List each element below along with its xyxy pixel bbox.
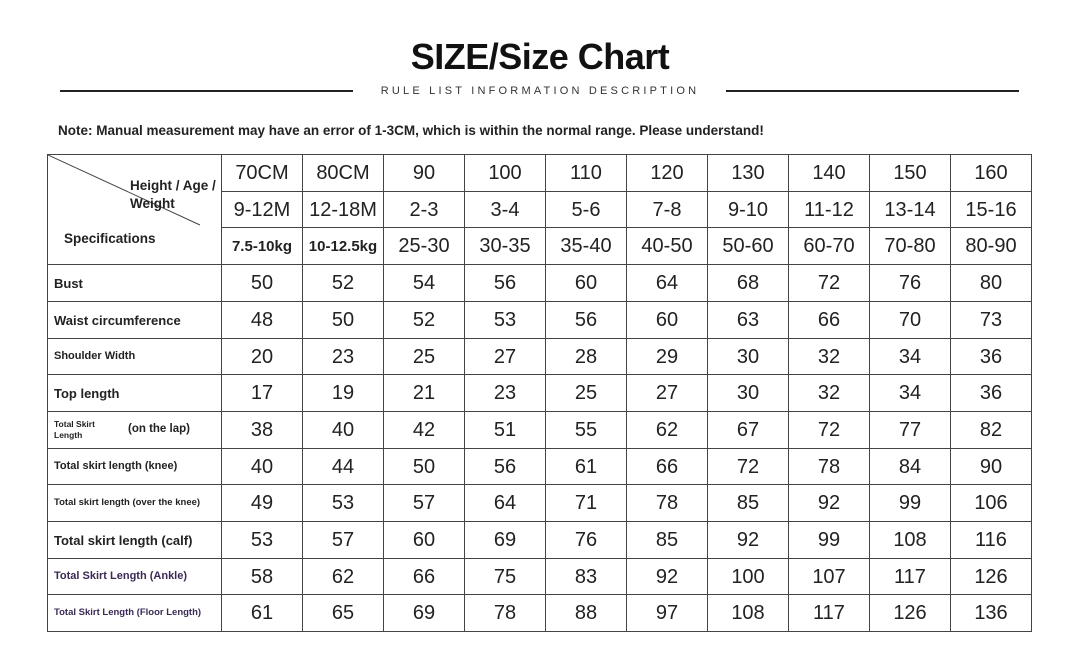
value-cell: 34 [870,339,951,375]
value-cell: 54 [384,265,465,302]
value-cell: 78 [627,485,708,522]
value-cell: 116 [951,522,1032,559]
value-cell: 27 [465,339,546,375]
value-cell: 73 [951,302,1032,339]
value-cell: 25 [384,339,465,375]
value-cell: 25 [546,375,627,412]
value-cell: 61 [546,449,627,485]
size-chart-table [47,154,1032,632]
weight-cell: 30-35 [465,228,546,265]
value-cell: 64 [465,485,546,522]
age-cell: 11-12 [789,192,870,228]
height-cell: 110 [546,155,627,192]
height-cell: 130 [708,155,789,192]
value-cell: 57 [303,522,384,559]
value-cell: 60 [384,522,465,559]
row-label: Shoulder Width [48,339,222,375]
value-cell: 69 [384,595,465,632]
value-cell: 67 [708,412,789,449]
value-cell: 36 [951,375,1032,412]
value-cell: 61 [222,595,303,632]
value-cell: 76 [870,265,951,302]
value-cell: 97 [627,595,708,632]
value-cell: 80 [951,265,1032,302]
divider-right [726,90,1019,92]
table-row [48,559,1032,595]
value-cell: 53 [303,485,384,522]
value-cell: 40 [222,449,303,485]
weight-cell: 35-40 [546,228,627,265]
value-cell: 85 [708,485,789,522]
value-cell: 23 [465,375,546,412]
value-cell: 58 [222,559,303,595]
value-cell: 77 [870,412,951,449]
value-cell: 29 [627,339,708,375]
value-cell: 72 [789,412,870,449]
value-cell: 90 [951,449,1032,485]
value-cell: 108 [870,522,951,559]
value-cell: 65 [303,595,384,632]
value-cell: 126 [951,559,1032,595]
age-cell: 12-18M [303,192,384,228]
value-cell: 84 [870,449,951,485]
value-cell: 38 [222,412,303,449]
value-cell: 32 [789,339,870,375]
weight-cell: 25-30 [384,228,465,265]
value-cell: 56 [465,449,546,485]
value-cell: 49 [222,485,303,522]
value-cell: 108 [708,595,789,632]
value-cell: 50 [384,449,465,485]
specifications-label: Specifications [64,231,156,246]
age-cell: 9-10 [708,192,789,228]
value-cell: 92 [708,522,789,559]
row-label: Bust [48,265,222,302]
value-cell: 50 [222,265,303,302]
value-cell: 28 [546,339,627,375]
weight-cell: 70-80 [870,228,951,265]
value-cell: 83 [546,559,627,595]
value-cell: 52 [303,265,384,302]
value-cell: 92 [789,485,870,522]
value-cell: 50 [303,302,384,339]
value-cell: 92 [627,559,708,595]
value-cell: 107 [789,559,870,595]
value-cell: 60 [546,265,627,302]
age-cell: 13-14 [870,192,951,228]
value-cell: 72 [789,265,870,302]
height-cell: 140 [789,155,870,192]
weight-cell: 50-60 [708,228,789,265]
value-cell: 64 [627,265,708,302]
table-row [48,302,1032,339]
page-title: SIZE/Size Chart [410,36,670,77]
table-row [48,449,1032,485]
row-label-cell [48,412,222,449]
row-label: Total Skirt Length [54,419,95,440]
value-cell: 32 [789,375,870,412]
table-row [48,412,1032,449]
value-cell: 62 [303,559,384,595]
value-cell: 100 [708,559,789,595]
row-label: Total skirt length (over the knee) [48,485,222,522]
value-cell: 117 [870,559,951,595]
value-cell: 69 [465,522,546,559]
value-cell: 40 [303,412,384,449]
value-cell: 70 [870,302,951,339]
measurement-note: Note: Manual measurement may have an error of 1-3CM, which is within the normal range. Please understand! [58,123,764,138]
value-cell: 21 [384,375,465,412]
corner-header-cell [48,155,222,265]
value-cell: 19 [303,375,384,412]
value-cell: 68 [708,265,789,302]
value-cell: 56 [546,302,627,339]
value-cell: 72 [708,449,789,485]
value-cell: 44 [303,449,384,485]
age-cell: 7-8 [627,192,708,228]
weight-cell: 7.5-10kg [222,228,303,265]
value-cell: 76 [546,522,627,559]
value-cell: 82 [951,412,1032,449]
height-cell: 160 [951,155,1032,192]
age-cell: 5-6 [546,192,627,228]
value-cell: 78 [465,595,546,632]
value-cell: 66 [384,559,465,595]
weight-cell: 40-50 [627,228,708,265]
value-cell: 99 [789,522,870,559]
value-cell: 88 [546,595,627,632]
value-cell: 27 [627,375,708,412]
age-cell: 9-12M [222,192,303,228]
age-cell: 2-3 [384,192,465,228]
age-cell: 15-16 [951,192,1032,228]
value-cell: 66 [627,449,708,485]
table-row [48,339,1032,375]
table-row [48,522,1032,559]
value-cell: 106 [951,485,1032,522]
value-cell: 55 [546,412,627,449]
table-row [48,595,1032,632]
value-cell: 23 [303,339,384,375]
value-cell: 42 [384,412,465,449]
value-cell: 78 [789,449,870,485]
row-label: Total Skirt Length (Ankle) [48,559,222,595]
value-cell: 36 [951,339,1032,375]
weight-cell: 10-12.5kg [303,228,384,265]
value-cell: 51 [465,412,546,449]
height-cell: 90 [384,155,465,192]
row-label: Top length [48,375,222,412]
value-cell: 63 [708,302,789,339]
value-cell: 117 [789,595,870,632]
height-cell: 70CM [222,155,303,192]
value-cell: 99 [870,485,951,522]
height-cell: 100 [465,155,546,192]
row-label: Total skirt length (knee) [48,449,222,485]
row-label-extra: (on the lap) [128,423,190,436]
row-label: Total skirt length (calf) [48,522,222,559]
value-cell: 52 [384,302,465,339]
value-cell: 62 [627,412,708,449]
height-row [48,155,1032,192]
value-cell: 136 [951,595,1032,632]
value-cell: 53 [465,302,546,339]
weight-cell: 80-90 [951,228,1032,265]
height-cell: 120 [627,155,708,192]
value-cell: 71 [546,485,627,522]
value-cell: 20 [222,339,303,375]
row-label: Waist circumference [48,302,222,339]
height-cell: 150 [870,155,951,192]
value-cell: 30 [708,375,789,412]
value-cell: 60 [627,302,708,339]
table-row [48,265,1032,302]
value-cell: 126 [870,595,951,632]
value-cell: 34 [870,375,951,412]
weight-cell: 60-70 [789,228,870,265]
value-cell: 75 [465,559,546,595]
value-cell: 85 [627,522,708,559]
value-cell: 48 [222,302,303,339]
page-subtitle: RULE LIST INFORMATION DESCRIPTION [380,85,700,97]
height-cell: 80CM [303,155,384,192]
table-row [48,375,1032,412]
age-cell: 3-4 [465,192,546,228]
value-cell: 57 [384,485,465,522]
value-cell: 56 [465,265,546,302]
height-age-weight-label: Height / Age / Weight [130,178,216,211]
value-cell: 17 [222,375,303,412]
row-label: Total Skirt Length (Floor Length) [48,595,222,632]
value-cell: 66 [789,302,870,339]
value-cell: 30 [708,339,789,375]
table-row [48,485,1032,522]
value-cell: 53 [222,522,303,559]
